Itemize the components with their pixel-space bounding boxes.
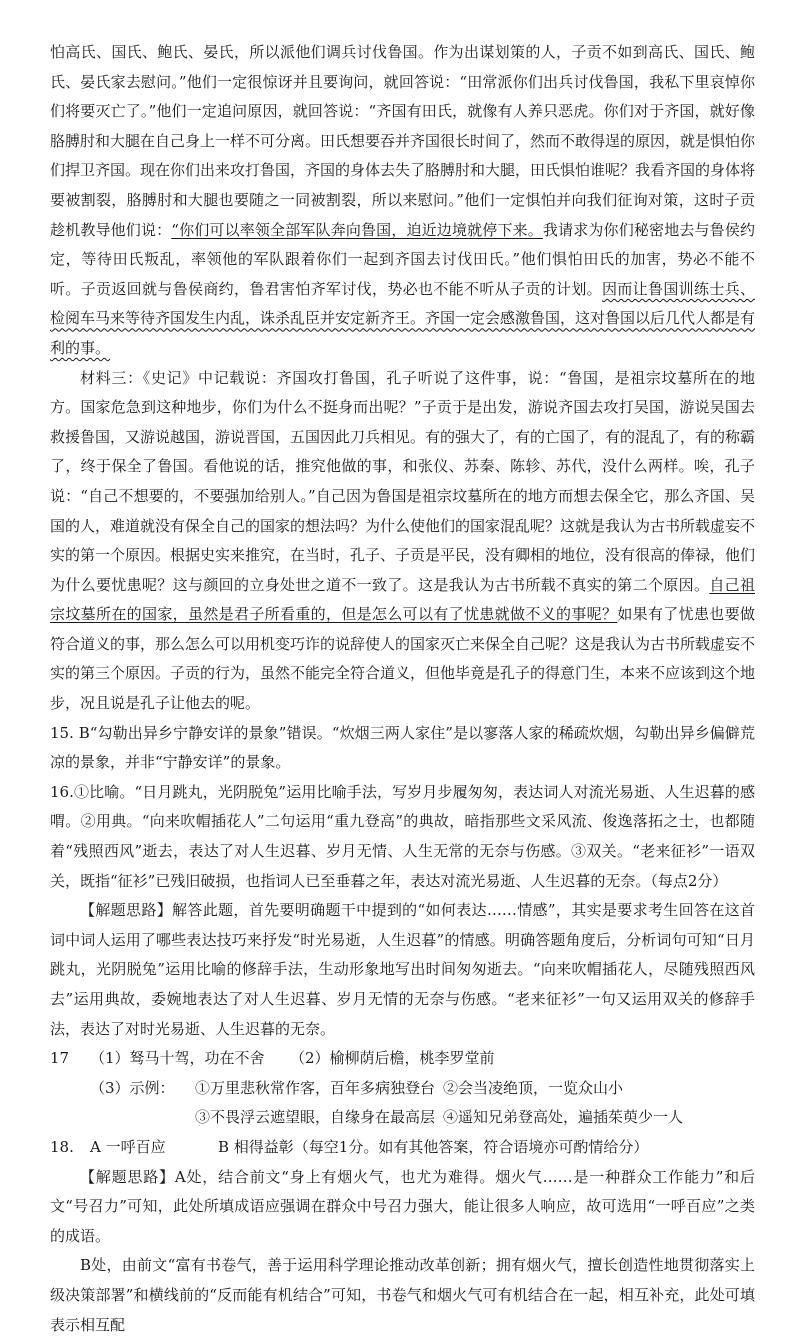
underlined-sentence: 自己祖宗坟墓所在的国家，虽然是君子所看重的，但是怎么可以有了忧患就做不义的事呢？: [50, 575, 755, 624]
underlined-sentence: “你们可以率领全部军队奔向鲁国，迫近边境就停下来。: [171, 220, 543, 239]
example-3: ③不畏浮云遮望眼，自缘身在最高层: [195, 1108, 436, 1127]
answer-15: 15. B“勾勒出异乡宁静安详的景象”错误。“炊烟三两人家住”是以寥落人家的稀疏炊烟，勾勒出异乡偏僻荒凉的景象，并非“宁静安详”的景象。: [50, 723, 755, 772]
example-4: ④遥知兄弟登高处，遍插茱萸少一人: [443, 1108, 684, 1127]
answer-18-b-tip: B处，由前文“富有书卷气，善于运用科学理论推动改革创新；拥有烟火气，擅长创造性地贯彻落实上级决策部署”和横线前的“反而能有机结合”可知，书卷气和烟火气可有机结合在一起，相互补充，此处可填表示相互配: [50, 1256, 755, 1334]
answer-17-1: （1）驽马十驾，功在不舍: [90, 1049, 265, 1068]
example-2: ②会当凌绝顶，一览众山小: [443, 1078, 624, 1097]
answer-16-tip: 【解题思路】解答此题，首先要明确题干中提到的“如何表达……情感”，其实是要求考生回答在这首词中词人运用了哪些表达技巧来抒发“时光易逝，人生迟暮”的情感。明确答题角度后，分析词句可知“日月跳丸，光阴脱兔”运用比喻的修辞手法，生动形象地写出时间匆匆逝去。“向来吹帽插花人，尽随残照西风去”运用典故，委婉地表达了对人生迟暮、岁月无情的无奈与伤感。“老来征衫”一句又运用双关的修辞手法，表达了对时光易逝、人生迟暮的无奈。: [50, 901, 755, 1038]
answer-18-a: A 一呼百应: [90, 1137, 166, 1156]
document-page: [50, 38, 755, 1340]
answer-17-3-label: （3）示例：: [90, 1078, 175, 1097]
answer-18-b: B 相得益彰（每空1分。如有其他答案，符合语境亦可酌情给分）: [218, 1137, 649, 1156]
question-number: 18.: [50, 1137, 74, 1156]
paragraph-material-three: 材料三：《史记》中记载说：齐国攻打鲁国，孔子听说了这件事，说：“鲁国，是祖宗坟墓所在的地方。国家危急到这种地步，你们为什么不挺身而出呢？”子贡于是出发，游说齐国去攻打吴国，游说吴国去救援鲁国，又游说越国，游说晋国，五国因此刀兵相见。有的强大了，有的亡国了，有的混乱了，有的称霸了，终于保全了鲁国。看他说的话，推究他做的事，和张仪、苏秦、陈轸、苏代，没什么两样。唉，孔子说：“自己不想要的，不要强加给别人。”自己因为鲁国是祖宗坟墓所在的地方而想去保全它，那么齐国、吴国的人，难道就没有保全自己的国家的想法吗？为什么使他们的国家混乱呢？这就是我认为古书所载虚妄不实的第一个原因。根据史实来推究，在当时，孔子、子贡是平民，没有卿相的地位，没有很高的俸禄，他们为什么要忧患呢？这与颜回的立身处世之道不一致了。这是我认为古书所载不真实的第二个原因。自己祖宗坟墓所在的国家，虽然是君子所看重的，但是怎么可以有了忧患就做不义的事呢？如果有了忧患也要做符合道义的事，那么怎么可以用机变巧诈的说辞使人的国家灭亡来保全自己呢？这是我认为古书所载虚妄不实的第三个原因。子贡的行为，虽然不能完全符合道义，但他毕竟是孔子的得意门生，本来不应该到这个地步，况且说是孔子让他去的呢。: [50, 368, 756, 713]
answer-17-row1: [50, 1044, 755, 1074]
answer-17-2: （2）榆柳荫后檐，桃李罗堂前: [290, 1049, 495, 1068]
paragraph-material-two-end: 怕高氏、国氏、鲍氏、晏氏，所以派他们调兵讨伐鲁国。作为出谋划策的人，子贡不如到高氏、国氏、鲍氏、晏氏家去慰问。”他们一定很惊讶并且要询问，就回答说：“田常派你们出兵讨伐鲁国，我私下里哀悼你们将要灭亡了。”他们一定追问原因，就回答说：“齐国有田氏，就像有人养只恶虎。你们对于齐国，就好像胳膊肘和大腿在自己身上一样不可分离。田氏想要吞并齐国很长时间了，然而不敢得逞的原因，就是惧怕你们捍卫齐国。现在你们出来攻打鲁国，齐国的身体去失了胳膊肘和大腿，田氏惧怕谁呢？我看齐国的身体将要被割裂，胳膊肘和大腿也要随之一同被割裂，所以来慰问。”他们一定惧怕并向我们征询对策，这时子贡趁机教导他们说：“你们可以率领全部军队奔向鲁国，迫近边境就停下来。我请求为你们秘密地去与鲁侯约定，等待田氏叛乱，率领他的军队跟着你们一起到齐国去讨伐田氏。”他们惧怕田氏的加害，势必不能不听。子贡返回就与鲁侯商约，鲁君害怕齐军讨伐，势必也不能不听从子贡的计划。因而让鲁国训练士兵、检阅车马来等待齐国发生内乱，诛杀乱臣并安定新齐王。齐国一定会感激鲁国，这对鲁国以后几代人都是有利的事。: [50, 43, 756, 357]
example-1: ①万里悲秋常作客，百年多病独登台: [195, 1078, 436, 1097]
answer-18-row: [50, 1133, 755, 1163]
answer-18-tip: 【解题思路】A处，结合前文“身上有烟火气，也尤为难得。烟火气……是一种群众工作能力”和后文“号召力”可知，此处所填成语应强调在群众中号召力强大，能让很多人响应，故可选用“一呼百应”之类的成语。: [50, 1167, 755, 1245]
wavy-underlined-sentence: 因而让鲁国训练士兵、检阅车马来等待齐国发生内乱，诛杀乱臣并安定新齐王。齐国一定会感激鲁国，这对鲁国以后几代人都是有利的事。: [50, 279, 756, 357]
question-number: 17: [50, 1049, 70, 1068]
answer-16: 16.①比喻。“日月跳丸，光阴脱兔”运用比喻手法，写岁月步履匆匆，表达词人对流光易逝、人生迟暮的感喟。②用典。“向来吹帽插花人”二句运用“重九登高”的典故，暗指那些文采风流、俊逸落拓之士，也都随着“残照西风”逝去，表达了对人生迟暮、岁月无情、人生无常的无奈与伤感。③双关。“老来征衫”一语双关，既指“征衫”已残旧破损，也指词人已至垂暮之年，表达对流光易逝、人生迟暮的无奈。（每点2分）: [50, 782, 755, 890]
answer-17-row3: [50, 1103, 755, 1133]
answer-17-row2: [50, 1074, 755, 1104]
